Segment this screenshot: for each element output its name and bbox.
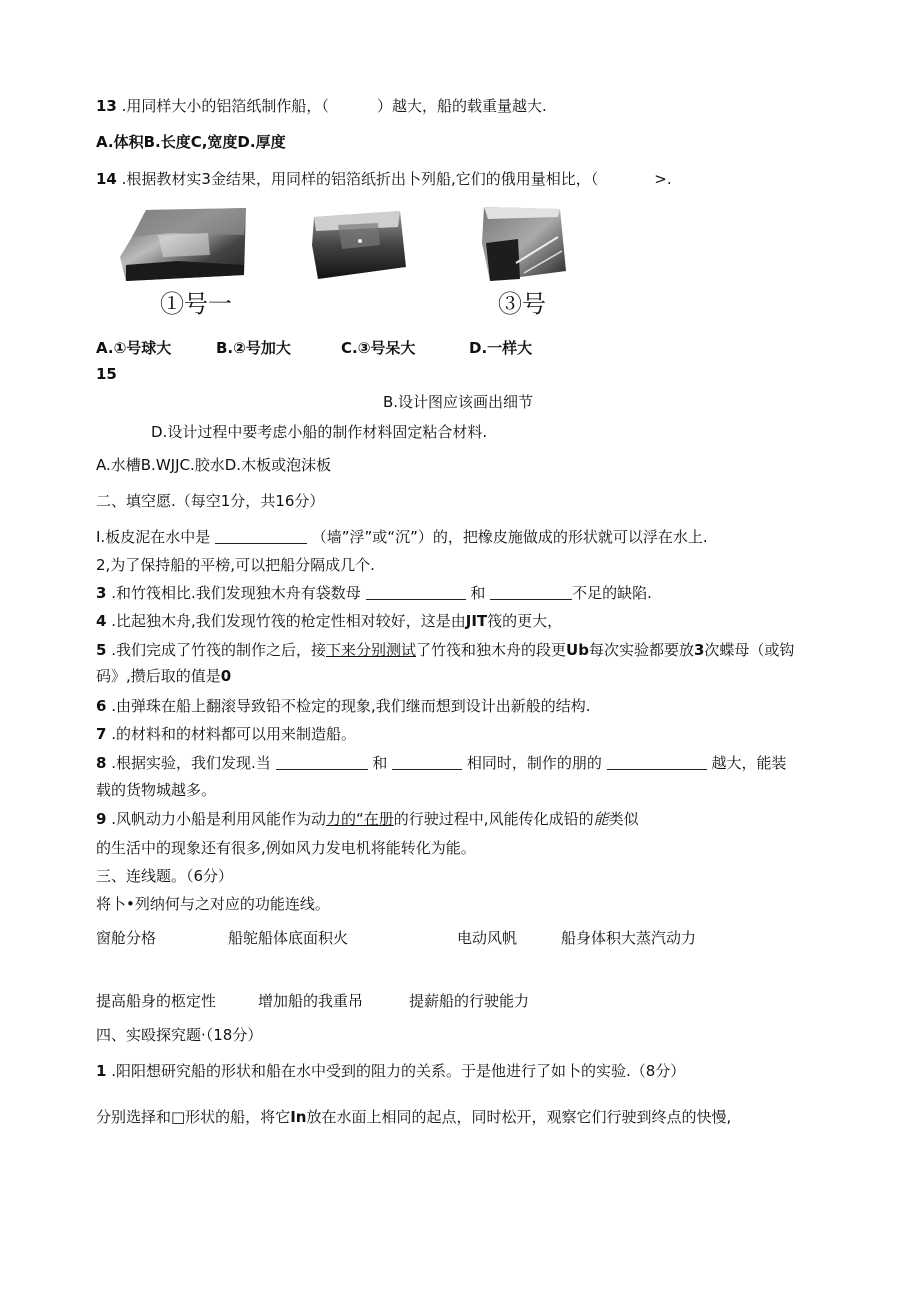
photo-caption-3: ③号 (498, 290, 546, 318)
question-number: 13 (96, 97, 117, 115)
question-13 (96, 96, 547, 116)
experiment-1: 1 .阳阳想研究船的形状和船在水中受到的阻力的关系。于是他进行了如卜的实验.（8分） (96, 1062, 686, 1080)
answer-blank[interactable] (607, 755, 707, 770)
fill-3: 3 .和竹筏相比.我们发现独木舟有袋数母 和 不足的缺陷. (96, 584, 652, 602)
question-15-number: 15 (96, 365, 117, 383)
fill-5: 5 .我们完成了竹筏的制作之后，接下来分别测试了竹筏和独木舟的段更Ub每次实验都要放3次蝶母（或钩 (96, 641, 795, 659)
question-text-end: ）越大，船的载重量越大. (376, 97, 547, 115)
match-item[interactable]: 窗舱分格 (96, 929, 157, 947)
question-text: .根据教材实3金结果，用同样的铝箔纸折出卜列船,它们的俄用量相比，（ (121, 170, 599, 188)
answer-blank[interactable] (366, 585, 466, 600)
section-3-instruction: 将卜•列纳何与之对应的功能连线。 (96, 895, 330, 913)
option-d: D.一样大 (469, 339, 533, 357)
boat-photo-3 (478, 203, 568, 285)
question-15-option-d: D.设计过程中要考虑小船的制作材料固定粘合材料. (151, 423, 488, 441)
match-item[interactable]: 船身体积大蒸汽动力 (561, 929, 697, 947)
question-14 (96, 169, 672, 189)
fill-8: 8 .根据实验，我们发现.当 和 相同时，制作的朋的 越大，能装 (96, 754, 787, 772)
option-b: B.②号加大 (216, 339, 291, 357)
fill-9: 9 .风帆动力小船是利用风能作为动力的“在册的行驶过程中,风能传化成铅的能类似 (96, 810, 639, 828)
option-a: A.①号球大 (96, 339, 172, 357)
fill-9-cont: 的生活中的现象还有很多,例如风力发电机将能转化为能。 (96, 839, 476, 857)
question-number: 14 (96, 170, 117, 188)
fill-1: I.板皮泥在水中是 （墙”浮”或“沉”）的，把橡皮施做成的形状就可以浮在水上. (96, 528, 708, 546)
fill-5-cont: 码》,攒后取的值是0 (96, 667, 232, 685)
option-c: C.③号呆大 (341, 339, 416, 357)
match-item[interactable]: 增加船的我重吊 (258, 992, 364, 1010)
match-item[interactable]: 电动风帆 (457, 929, 518, 947)
answer-blank[interactable] (215, 529, 307, 544)
question-13-options: A.体积B.长度C,宽度D.厚度 (96, 133, 286, 151)
section-3-title: 三、连线题。（6分） (96, 867, 234, 885)
question-text: .用同样大小的铝箔纸制作船，（ (121, 97, 329, 115)
fill-8-cont: 载的货物城越多。 (96, 781, 217, 799)
fill-2: 2,为了保持船的平榜,可以把船分隔成几个. (96, 556, 375, 574)
materials-options: A.水槽B.WJJC.胶水D.木板或泡沫板 (96, 456, 332, 474)
boat-photo-2 (308, 205, 408, 285)
fill-7: 7 .的材料和的材料都可以用来制造船。 (96, 725, 356, 743)
fill-6: 6 .由弹珠在船上翻滚导致铅不检定的现象,我们继而想到设计出新般的结构. (96, 697, 591, 715)
match-item[interactable]: 提薪船的行驶能力 (409, 992, 530, 1010)
photo-caption-1: ①号一 (160, 290, 232, 318)
fill-4: 4 .比起独木舟,我们发现竹筏的枪定性相对较好，这是由JIT筏的更大， (96, 612, 563, 630)
section-2-title: 二、填空愿.（每空1分，共16分） (96, 492, 325, 510)
answer-blank[interactable] (276, 755, 368, 770)
answer-blank[interactable] (392, 755, 462, 770)
answer-blank[interactable] (490, 585, 572, 600)
experiment-1-cont: 分别选择和□形状的船，将它In放在水面上相同的起点，同时松开，观察它们行驶到终点的快慢, (96, 1108, 732, 1126)
match-item[interactable]: 提高船身的柩定性 (96, 992, 217, 1010)
question-15-option-b: B.设计图应该画出细节 (383, 393, 534, 411)
section-4-title: 四、实殴探究题·（18分） (96, 1026, 263, 1044)
question-text-end: >. (654, 170, 672, 188)
match-item[interactable]: 船鸵船体底面积火 (228, 929, 349, 947)
boat-photo-1 (118, 205, 248, 285)
